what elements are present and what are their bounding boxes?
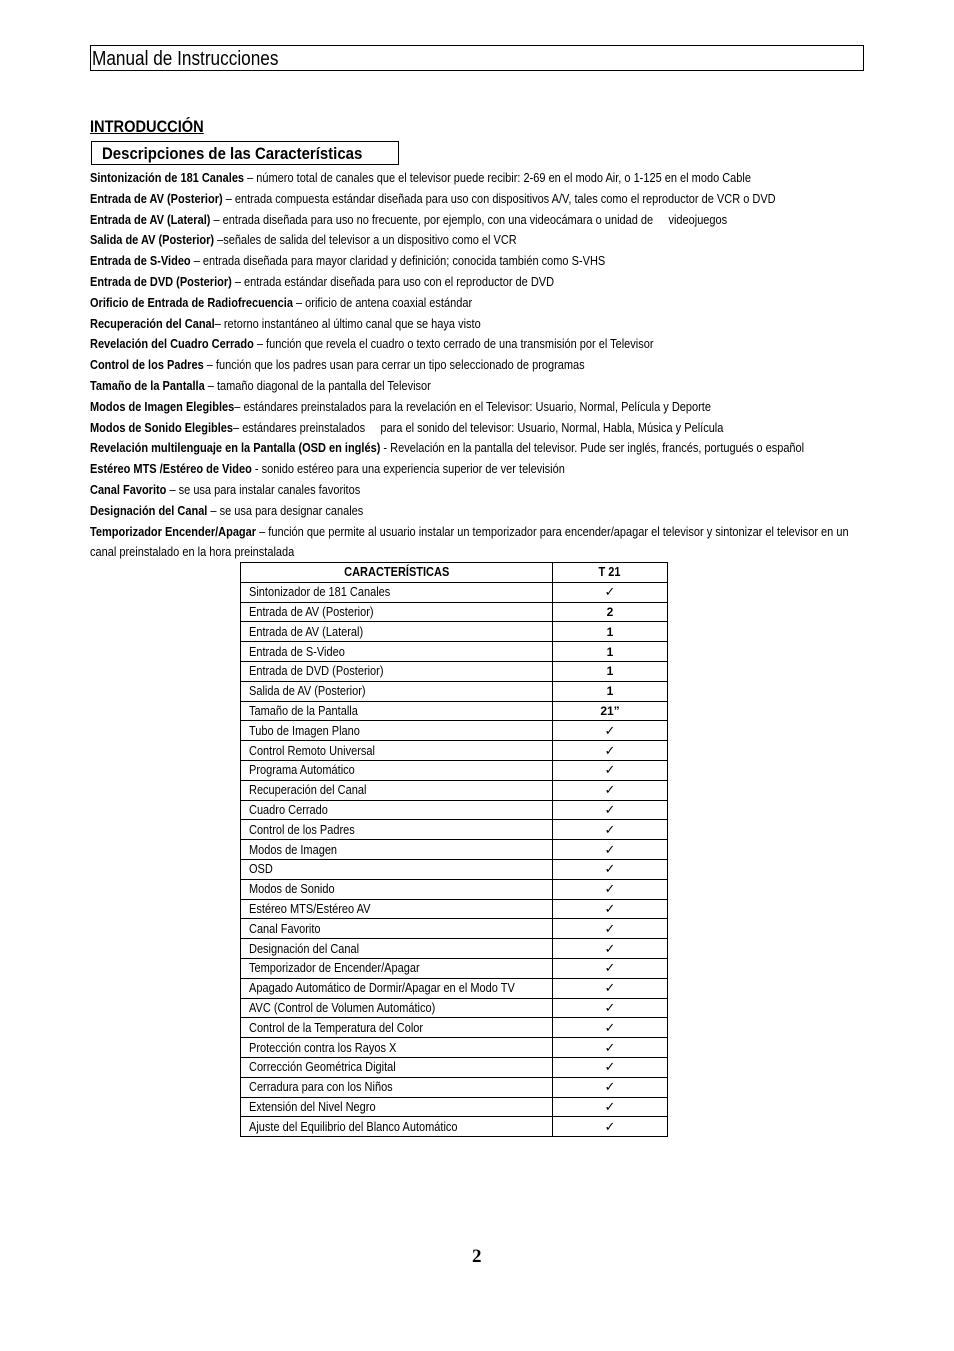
check-icon: ✓ xyxy=(552,1097,667,1117)
feature-name-cell: Salida de AV (Posterior) xyxy=(241,681,553,701)
feature-description: – entrada diseñada para uso no frecuente, por ejemplo, con una videocámara o unidad de videojuegos xyxy=(210,212,728,227)
table-row xyxy=(241,1057,668,1077)
check-icon: ✓ xyxy=(552,998,667,1018)
feature-name-cell: Sintonizador de 181 Canales xyxy=(241,582,553,602)
feature-value-cell: 1 xyxy=(552,622,667,642)
feature-line xyxy=(90,210,856,231)
features-table xyxy=(240,562,668,1137)
feature-name-cell: Extensión del Nivel Negro xyxy=(241,1097,553,1117)
feature-name-cell: OSD xyxy=(241,859,553,879)
table-row xyxy=(241,661,668,681)
feature-name-cell: Entrada de AV (Posterior) xyxy=(241,602,553,622)
check-icon: ✓ xyxy=(552,1057,667,1077)
feature-line xyxy=(90,418,856,439)
table-row xyxy=(241,721,668,741)
feature-name-cell: Ajuste del Equilibrio del Blanco Automático xyxy=(241,1117,553,1137)
feature-description: – tamaño diagonal de la pantalla del Televisor xyxy=(204,378,431,393)
feature-description: – función que los padres usan para cerrar un tipo seleccionado de programas xyxy=(203,358,585,373)
subsection-box xyxy=(91,141,399,165)
feature-term: Control de los Padres xyxy=(90,358,204,373)
check-icon: ✓ xyxy=(552,800,667,820)
feature-line xyxy=(90,168,856,189)
feature-term: Entrada de DVD (Posterior) xyxy=(90,274,232,289)
feature-name-cell: Temporizador de Encender/Apagar xyxy=(241,958,553,978)
table-row xyxy=(241,899,668,919)
subsection-title: Descripciones de las Características xyxy=(102,144,363,163)
feature-name-cell: Estéreo MTS/Estéreo AV xyxy=(241,899,553,919)
table-row xyxy=(241,602,668,622)
feature-line xyxy=(90,272,856,293)
feature-description: –señales de salida del televisor a un dispositivo como el VCR xyxy=(214,233,517,248)
check-icon: ✓ xyxy=(552,820,667,840)
feature-name-cell: Tamaño de la Pantalla xyxy=(241,701,553,721)
feature-line xyxy=(90,438,856,459)
feature-description: – función que permite al usuario instalar un temporizador para encender/apagar el televisor y sintonizar el televisor en un canal preinstalado en la hora preinstalada xyxy=(90,524,849,560)
section-title: INTRODUCCIÓN xyxy=(90,117,204,136)
feature-name-cell: Corrección Geométrica Digital xyxy=(241,1057,553,1077)
check-icon: ✓ xyxy=(552,780,667,800)
check-icon: ✓ xyxy=(552,721,667,741)
table-row xyxy=(241,622,668,642)
check-icon: ✓ xyxy=(552,958,667,978)
table-row xyxy=(241,859,668,879)
table-row xyxy=(241,879,668,899)
table-row xyxy=(241,1018,668,1038)
column-header-features: CARACTERÍSTICAS xyxy=(241,563,553,583)
feature-line xyxy=(90,251,856,272)
check-icon: ✓ xyxy=(552,1038,667,1058)
check-icon: ✓ xyxy=(552,978,667,998)
check-icon: ✓ xyxy=(552,760,667,780)
feature-line xyxy=(90,230,856,251)
table-row xyxy=(241,701,668,721)
feature-term: Designación del Canal xyxy=(90,503,208,518)
feature-value-cell: 1 xyxy=(552,661,667,681)
feature-name-cell: Entrada de S-Video xyxy=(241,642,553,662)
table-row xyxy=(241,760,668,780)
feature-line xyxy=(90,459,856,480)
check-icon: ✓ xyxy=(552,741,667,761)
feature-name-cell: Recuperación del Canal xyxy=(241,780,553,800)
table-row xyxy=(241,939,668,959)
feature-name-cell: Protección contra los Rayos X xyxy=(241,1038,553,1058)
table-row xyxy=(241,1038,668,1058)
feature-term: Modos de Imagen Elegibles xyxy=(90,399,235,414)
table-row xyxy=(241,820,668,840)
feature-description: – estándares preinstalados para el sonido del televisor: Usuario, Normal, Habla, Música y Película xyxy=(233,420,724,435)
feature-name-cell: Modos de Imagen xyxy=(241,840,553,860)
document-header xyxy=(90,45,864,71)
feature-name-cell: AVC (Control de Volumen Automático) xyxy=(241,998,553,1018)
table-row xyxy=(241,741,668,761)
feature-term: Revelación multilenguaje en la Pantalla (OSD en inglés) xyxy=(90,441,381,456)
check-icon: ✓ xyxy=(552,582,667,602)
feature-description: – se usa para instalar canales favoritos xyxy=(166,482,361,497)
feature-name-cell: Canal Favorito xyxy=(241,919,553,939)
feature-description: – entrada estándar diseñada para uso con el reproductor de DVD xyxy=(231,274,555,289)
feature-term: Sintonización de 181 Canales xyxy=(90,171,245,185)
feature-description: – entrada diseñada para mayor claridad y definición; conocida también como S-VHS xyxy=(190,254,606,269)
feature-line xyxy=(90,293,856,314)
check-icon: ✓ xyxy=(552,939,667,959)
feature-line xyxy=(90,314,856,335)
feature-description: - Revelación en la pantalla del televisor. Pude ser inglés, francés, portugués o español xyxy=(380,441,805,456)
feature-description: – función que revela el cuadro o texto cerrado de una transmisión por el Televisor xyxy=(253,337,654,352)
feature-value-cell: 21” xyxy=(552,701,667,721)
feature-term: Modos de Sonido Elegibles xyxy=(90,420,234,435)
table-row xyxy=(241,1077,668,1097)
feature-term: Temporizador Encender/Apagar xyxy=(90,524,257,539)
feature-name-cell: Control de los Padres xyxy=(241,820,553,840)
feature-line xyxy=(90,189,856,210)
feature-value-cell: 2 xyxy=(552,602,667,622)
feature-term: Entrada de S-Video xyxy=(90,254,191,269)
feature-name-cell: Cerradura para con los Niños xyxy=(241,1077,553,1097)
feature-term: Salida de AV (Posterior) xyxy=(90,233,215,248)
feature-description: - sonido estéreo para una experiencia superior de ver televisión xyxy=(251,462,565,477)
feature-term: Orificio de Entrada de Radiofrecuencia xyxy=(90,295,293,310)
column-header-model: T 21 xyxy=(552,563,667,583)
table-row xyxy=(241,1097,668,1117)
feature-name-cell: Designación del Canal xyxy=(241,939,553,959)
table-row xyxy=(241,919,668,939)
feature-description: – se usa para designar canales xyxy=(207,503,364,518)
feature-name-cell: Control de la Temperatura del Color xyxy=(241,1018,553,1038)
feature-term: Entrada de AV (Posterior) xyxy=(90,191,223,206)
feature-value-cell: 1 xyxy=(552,642,667,662)
feature-term: Entrada de AV (Lateral) xyxy=(90,212,211,227)
check-icon: ✓ xyxy=(552,1018,667,1038)
feature-description: – retorno instantáneo al último canal que se haya visto xyxy=(214,316,481,331)
table-row xyxy=(241,978,668,998)
table-header-row xyxy=(241,563,668,583)
document-title: Manual de Instrucciones xyxy=(92,48,279,70)
feature-name-cell: Entrada de AV (Lateral) xyxy=(241,622,553,642)
table-row xyxy=(241,642,668,662)
check-icon: ✓ xyxy=(552,919,667,939)
check-icon: ✓ xyxy=(552,859,667,879)
check-icon: ✓ xyxy=(552,1117,667,1137)
feature-name-cell: Cuadro Cerrado xyxy=(241,800,553,820)
check-icon: ✓ xyxy=(552,1077,667,1097)
table-row xyxy=(241,681,668,701)
feature-value-cell: 1 xyxy=(552,681,667,701)
feature-term: Estéreo MTS /Estéreo de Video xyxy=(90,462,252,477)
feature-line xyxy=(90,355,856,376)
feature-name-cell: Control Remoto Universal xyxy=(241,741,553,761)
feature-term: Canal Favorito xyxy=(90,482,167,497)
check-icon: ✓ xyxy=(552,879,667,899)
table-row xyxy=(241,780,668,800)
feature-name-cell: Entrada de DVD (Posterior) xyxy=(241,661,553,681)
feature-line xyxy=(90,522,864,564)
page-number: 2 xyxy=(472,1246,482,1267)
feature-line xyxy=(90,397,856,418)
table-row xyxy=(241,840,668,860)
feature-name-cell: Tubo de Imagen Plano xyxy=(241,721,553,741)
feature-description: – número total de canales que el televisor puede recibir: 2-69 en el modo Air, o 1-125 en el modo Cable xyxy=(244,171,751,185)
check-icon: ✓ xyxy=(552,840,667,860)
feature-term: Tamaño de la Pantalla xyxy=(90,378,205,393)
feature-line xyxy=(90,334,856,355)
check-icon: ✓ xyxy=(552,899,667,919)
table-row xyxy=(241,800,668,820)
feature-name-cell: Modos de Sonido xyxy=(241,879,553,899)
feature-line xyxy=(90,501,856,522)
feature-term: Recuperación del Canal xyxy=(90,316,215,331)
table-row xyxy=(241,582,668,602)
feature-line xyxy=(90,376,856,397)
table-row xyxy=(241,958,668,978)
feature-name-cell: Apagado Automático de Dormir/Apagar en el Modo TV xyxy=(241,978,553,998)
feature-line xyxy=(90,480,856,501)
feature-description: – orificio de antena coaxial estándar xyxy=(292,295,473,310)
feature-term: Revelación del Cuadro Cerrado xyxy=(90,337,254,352)
feature-description: – estándares preinstalados para la revelación en el Televisor: Usuario, Normal, Película y Deporte xyxy=(234,399,711,414)
table-row xyxy=(241,998,668,1018)
feature-description: – entrada compuesta estándar diseñada para uso con dispositivos A/V, tales como el reproductor de VCR o DVD xyxy=(222,191,776,206)
feature-name-cell: Programa Automático xyxy=(241,760,553,780)
feature-descriptions xyxy=(90,168,954,563)
table-row xyxy=(241,1117,668,1137)
